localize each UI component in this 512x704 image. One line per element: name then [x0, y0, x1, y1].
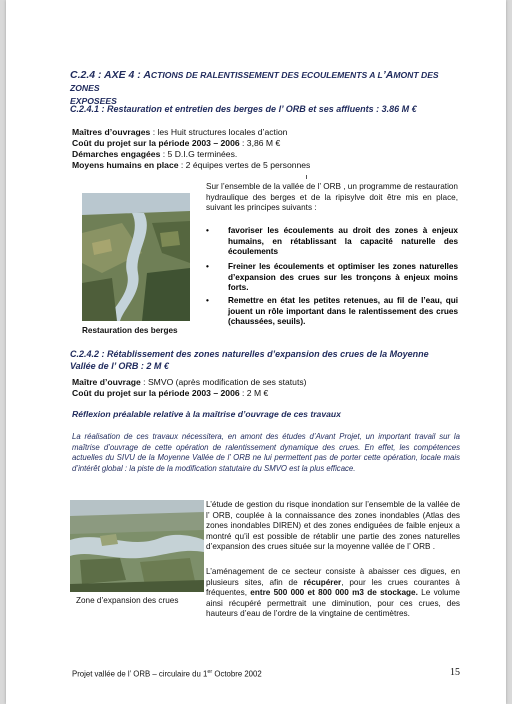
section-heading-line2: EXPOSEES — [70, 96, 117, 106]
text-run-bold: récupérer — [303, 577, 342, 587]
heading-prefix: C.2.4 : AXE 4 : A — [70, 69, 151, 81]
photo-caption-1: Restauration des berges — [82, 326, 178, 335]
meta-label: Démarches engagées — [72, 149, 161, 159]
page-number: 15 — [450, 667, 460, 678]
meta-value: : les Huit structures locales d’action — [150, 127, 288, 137]
river-banks-photo — [82, 193, 190, 321]
meta-label: Moyens humains en place — [72, 160, 179, 170]
flood-expansion-photo — [70, 500, 204, 592]
meta-line — [72, 377, 307, 388]
subsection-2-title-line1: C.2.4.2 : Rétablissement des zones naturelles d’expansion des crues de la Moyenne — [70, 349, 429, 359]
meta-value: : 3,86 M € — [239, 138, 281, 148]
meta-line — [72, 127, 310, 138]
section-heading-line1 — [70, 69, 460, 95]
heading-smallcaps-2: MONT DES ZONES — [70, 70, 439, 93]
meta-value: : 5 D.I.G terminées. — [160, 149, 238, 159]
meta-line — [72, 138, 310, 149]
photo-caption-2: Zone d’expansion des crues — [76, 596, 179, 605]
footer-text: Projet vallée de l’ ORB – circulaire du 1 — [72, 669, 208, 679]
meta-label: Maître d’ouvrage — [72, 377, 141, 387]
bullet-icon: • — [206, 296, 209, 305]
subsection-1-meta — [72, 127, 310, 171]
subsection-1-paragraph: Sur l’ensemble de la vallée de l’ ORB , un programme de restauration hydraulique des berges et de la ripisylve doit être mis en place, suivant les principes suivants : — [206, 182, 458, 213]
subsection-2-title-line2: Vallée de l’ ORB : 2 M € — [70, 361, 169, 371]
subsection-2-paragraph-2 — [206, 567, 460, 620]
meta-label: Maîtres d’ouvrages — [72, 127, 151, 137]
margin-mark — [306, 175, 307, 179]
subsection-2-intro: La réalisation de ces travaux nécessitera, en amont des études d’Avant Projet, un important travail sur la maîtrise d’ouvrage de cette opération de ralentissement dynamique des crues. En effet, les compétences actuelles du SIVU de la Moyenne Vallée de l’ ORB ne lui permettent pas de porter cette opération, locale mais d’intérêt global : la piste de la modification statutaire du SMVO est la plus efficace. — [72, 432, 460, 473]
aerial-floodplain-image — [70, 500, 204, 592]
bullet-icon: • — [206, 226, 209, 235]
subsection-1-title: C.2.4.1 : Restauration et entretien des berges de l’ ORB et ses affluents : 3.86 M € — [70, 104, 417, 114]
footer-text-end: Octobre 2002 — [212, 669, 262, 679]
heading-smallcaps-1: CTIONS DE RALENTISSEMENT DES ECOULEMENTS A L — [150, 70, 383, 80]
bullet-item — [206, 226, 458, 258]
page-footer — [72, 669, 262, 679]
meta-value: : 2 M € — [239, 388, 269, 398]
meta-line — [72, 160, 310, 171]
footer-superscript: er — [207, 669, 213, 675]
text-run-bold: entre 500 000 et 800 000 m3 de stockage. — [250, 588, 418, 598]
bullet-icon: • — [206, 262, 209, 271]
document-page — [6, 0, 506, 704]
bullet-item — [206, 262, 458, 294]
meta-value: : 2 équipes vertes de 5 personnes — [178, 160, 311, 170]
bullet-text: favoriser les écoulements au droit des zones à enjeux humains, en rétablissant la capacité naturelle des écoulements — [228, 226, 458, 257]
meta-line — [72, 388, 307, 399]
heading-mid: ’A — [382, 69, 394, 81]
bullet-text: Freiner les écoulements et optimiser les zones naturelles d’expansion des crues sur les tronçons à enjeux moins forts. — [228, 262, 458, 293]
text-run: , pour les crues courantes à fréquentes, — [206, 577, 460, 598]
meta-label: Coût du projet sur la période 2003 – 2006 — [72, 388, 240, 398]
subsection-2-title — [70, 348, 470, 372]
bullet-item — [206, 296, 458, 328]
text-run: Le volume ainsi récupéré permettrait une diminution, pour ces crues, des hauteurs d’eau de l’ordre de la vingtaine de centimètres. — [206, 588, 460, 619]
meta-value: : SMVO (après modification de ses statuts) — [140, 377, 307, 387]
subsection-2-subheading: Réflexion préalable relative à la maîtrise d’ouvrage de ces travaux — [72, 409, 341, 419]
meta-label: Coût du projet sur la période 2003 – 2006 — [72, 138, 240, 148]
text-run: L’aménagement de ce secteur consiste à abaisser ces digues, en plusieurs sites, afin de — [206, 567, 460, 587]
meta-line — [72, 149, 310, 160]
aerial-river-image — [82, 193, 190, 321]
subsection-2-paragraph-1: L’étude de gestion du risque inondation sur l’ensemble de la vallée de l’ ORB, couplée à la connaissance des zones inondables (Atlas des zones inondables DIREN) et des zones endiguées de faible enjeux a montré qu’il est possible de rétablir une partie des zones naturelles d’expansion des crues située sur la moyenne vallée de l’ ORB . — [206, 500, 460, 552]
bullet-text: Remettre en état les petites retenues, au fil de l’eau, qui jouent un rôle important dans le ralentissement des crues (chaussées, seuils). — [228, 296, 458, 327]
subsection-2-meta — [72, 377, 307, 399]
